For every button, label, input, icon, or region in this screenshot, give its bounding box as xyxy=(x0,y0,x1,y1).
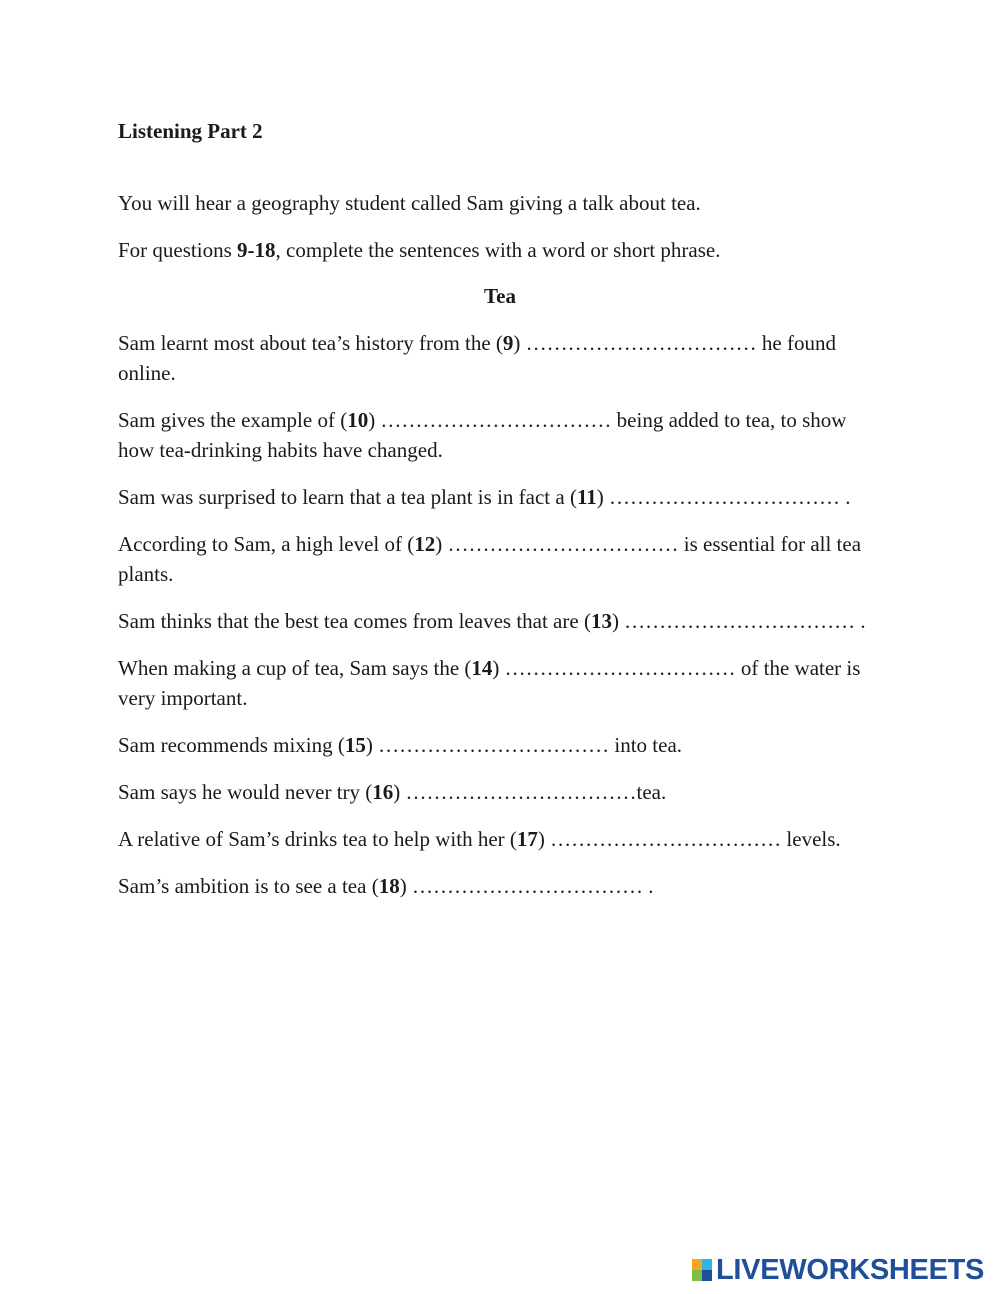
answer-blank[interactable]: ) …………………………… being added to tea, to show how tea-drinking habits have changed. xyxy=(118,408,847,462)
question-text: Sam was surprised to learn that a tea plant is in fact a ( xyxy=(118,485,577,509)
logo-square-3 xyxy=(692,1270,702,1281)
answer-blank[interactable]: ) …………………………… is essential for all tea plants. xyxy=(118,532,862,586)
question-text: Sam says he would never try ( xyxy=(118,780,373,804)
question-number: 15 xyxy=(344,733,366,757)
question-text: According to Sam, a high level of ( xyxy=(118,532,415,556)
question-text: A relative of Sam’s drinks tea to help with her ( xyxy=(118,827,517,851)
logo-square-4 xyxy=(702,1270,712,1281)
worksheet-page xyxy=(118,116,878,901)
question-9 xyxy=(118,328,878,388)
liveworksheets-logo xyxy=(692,1254,984,1286)
logo-square-1 xyxy=(692,1259,702,1270)
question-text: Sam’s ambition is to see a tea ( xyxy=(118,874,379,898)
logo-square-2 xyxy=(702,1259,712,1270)
answer-blank[interactable]: ) …………………………… into tea. xyxy=(365,733,683,757)
question-18 xyxy=(118,871,878,901)
question-12 xyxy=(118,529,878,589)
question-text: Sam learnt most about tea’s history from the ( xyxy=(118,331,503,355)
question-number: 10 xyxy=(347,408,369,432)
question-text: When making a cup of tea, Sam says the ( xyxy=(118,656,472,680)
answer-blank[interactable]: ) …………………………… . xyxy=(611,609,866,633)
question-text: Sam gives the example of ( xyxy=(118,408,348,432)
question-13 xyxy=(118,606,878,636)
question-number: 17 xyxy=(516,827,538,851)
intro-text: You will hear a geography student called Sam giving a talk about tea. xyxy=(118,191,701,215)
logo-text: LIVEWORKSHEETS xyxy=(716,1253,985,1286)
answer-blank[interactable]: ) …………………………… . xyxy=(596,485,851,509)
question-number: 9 xyxy=(502,331,514,355)
question-number: 18 xyxy=(378,874,400,898)
answer-blank[interactable]: ) …………………………… of the water is very important. xyxy=(118,656,861,710)
section-heading: Listening Part 2 xyxy=(118,119,263,143)
question-number: 16 xyxy=(372,780,394,804)
instructions-after: , complete the sentences with a word or short phrase. xyxy=(275,238,721,262)
question-17 xyxy=(118,824,878,854)
question-number: 11 xyxy=(576,485,597,509)
answer-blank[interactable]: ) …………………………… he found online. xyxy=(118,331,836,385)
question-14 xyxy=(118,653,878,713)
instructions-text xyxy=(118,235,878,265)
question-10 xyxy=(118,405,878,465)
answer-blank[interactable]: ) …………………………… . xyxy=(399,874,654,898)
question-number: 13 xyxy=(590,609,612,633)
instructions-before: For questions xyxy=(118,238,238,262)
question-15 xyxy=(118,730,878,760)
liveworksheets-logo-icon xyxy=(692,1259,712,1281)
answer-blank[interactable]: ) …………………………… levels. xyxy=(537,827,841,851)
question-text: Sam thinks that the best tea comes from leaves that are ( xyxy=(118,609,591,633)
question-range: 9-18 xyxy=(237,238,276,262)
question-11 xyxy=(118,482,878,512)
worksheet-title: Tea xyxy=(484,284,516,308)
question-number: 14 xyxy=(471,656,493,680)
answer-blank[interactable]: ) ……………………………tea. xyxy=(393,780,667,804)
question-number: 12 xyxy=(414,532,436,556)
question-text: Sam recommends mixing ( xyxy=(118,733,345,757)
question-16 xyxy=(118,777,878,807)
